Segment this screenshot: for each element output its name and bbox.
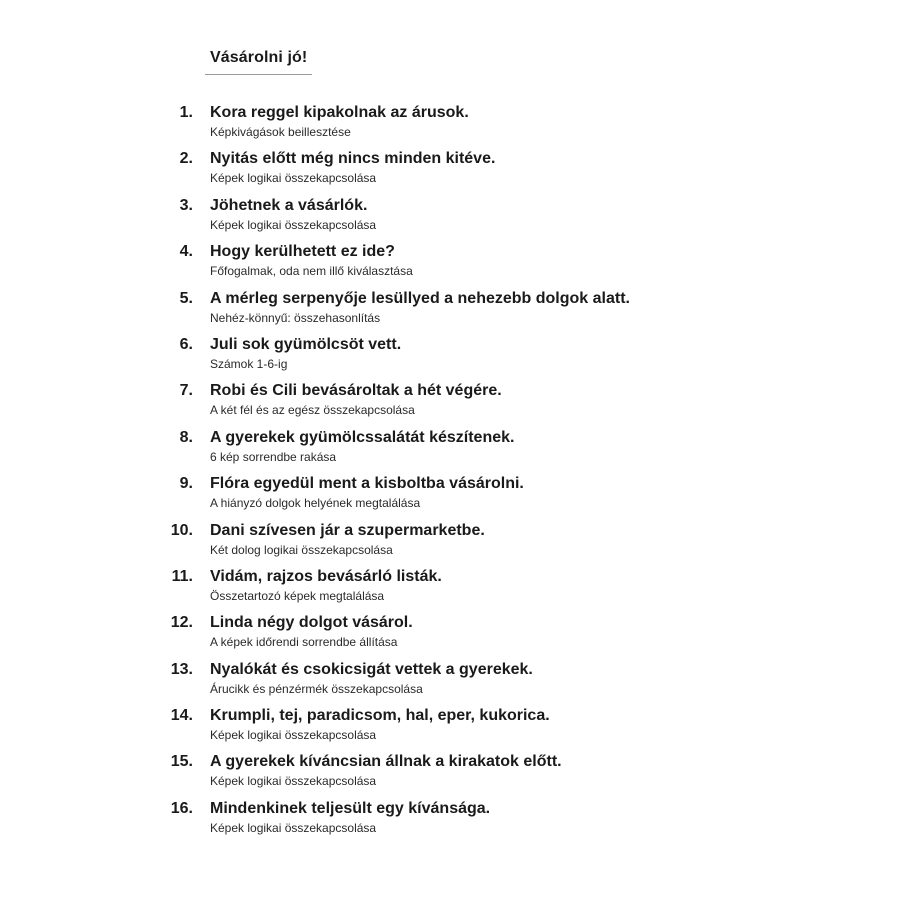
contents-list: [0, 103, 900, 845]
entry-number: 9.: [179, 475, 193, 493]
entry-number: 7.: [179, 382, 193, 400]
entry-title: Kora reggel kipakolnak az árusok.: [210, 104, 469, 121]
entry-number: 6.: [179, 335, 193, 353]
entry-title: Robi és Cili bevásároltak a hét végére.: [210, 382, 502, 400]
entry-number: 14.: [170, 707, 193, 725]
entry-title: Hogy kerülhetett ez ide?: [210, 243, 395, 261]
entry-subtitle: 6 kép sorrendbe rakása: [210, 449, 337, 464]
entry-title: Juli sok gyümölcsöt vett.: [210, 335, 402, 353]
entry-subtitle: A két fél és az egész összekapcsolása: [210, 403, 415, 418]
entry-subtitle: Képkivágások beillesztése: [210, 125, 351, 139]
list-item: [0, 103, 900, 149]
entry-number: 5.: [179, 289, 193, 307]
entry-title: Linda négy dolgot vásárol.: [210, 614, 413, 632]
entry-title: Mindenkinek teljesült egy kívánsága.: [210, 799, 491, 817]
entry-number: 11.: [171, 567, 193, 585]
entry-subtitle: Képek logikai összekapcsolása: [210, 774, 377, 789]
entry-title: Krumpli, tej, paradicsom, hal, eper, kukorica.: [210, 707, 550, 725]
list-item: [0, 289, 900, 335]
entry-number: 13.: [170, 660, 193, 678]
list-item: [0, 242, 900, 288]
entry-title: Vidám, rajzos bevásárló listák.: [210, 567, 442, 585]
page-title: Vásárolni jó!: [210, 49, 308, 66]
list-item: [0, 613, 900, 659]
entry-title: A gyerekek kíváncsian állnak a kirakatok előtt.: [210, 753, 562, 771]
list-item: [0, 567, 900, 613]
title-underline: [205, 74, 312, 75]
entry-subtitle: A képek időrendi sorrendbe állítása: [210, 635, 398, 650]
entry-number: 8.: [179, 428, 193, 446]
entry-title: Nyitás előtt még nincs minden kitéve.: [210, 150, 496, 168]
entry-subtitle: Képek logikai összekapcsolása: [210, 728, 377, 743]
entry-number: 10.: [170, 521, 193, 539]
entry-title: Dani szívesen jár a szupermarketbe.: [210, 521, 485, 539]
entry-number: 1.: [179, 104, 193, 121]
entry-subtitle: Főfogalmak, oda nem illő kiválasztása: [210, 264, 413, 279]
list-item: [0, 149, 900, 195]
entry-subtitle: Számok 1-6-ig: [210, 356, 288, 371]
entry-subtitle: Nehéz-könnyű: összehasonlítás: [210, 310, 381, 325]
entry-title: Jöhetnek a vásárlók.: [210, 196, 368, 214]
list-item: [0, 752, 900, 798]
list-item: [0, 196, 900, 242]
entry-subtitle: Képek logikai összekapcsolása: [210, 217, 377, 232]
entry-subtitle: Összetartozó képek megtalálása: [210, 588, 385, 603]
list-item: [0, 706, 900, 752]
entry-subtitle: Árucikk és pénzérmék összekapcsolása: [210, 681, 423, 696]
list-item: [0, 474, 900, 520]
entry-subtitle: Két dolog logikai összekapcsolása: [210, 542, 393, 557]
entry-number: 3.: [179, 196, 193, 214]
list-item: [0, 335, 900, 381]
entry-subtitle: Képek logikai összekapcsolása: [210, 171, 377, 186]
entry-number: 12.: [170, 614, 193, 632]
entry-number: 15.: [170, 753, 193, 771]
entry-number: 4.: [179, 243, 193, 261]
entry-number: 16.: [170, 799, 193, 817]
list-item: [0, 381, 900, 427]
entry-title: A gyerekek gyümölcssalátát készítenek.: [210, 428, 515, 446]
entry-number: 2.: [179, 150, 193, 168]
entry-subtitle: A hiányzó dolgok helyének megtalálása: [210, 496, 421, 511]
entry-title: A mérleg serpenyője lesüllyed a nehezebb dolgok alatt.: [210, 289, 630, 307]
entry-subtitle: Képek logikai összekapcsolása: [210, 820, 377, 835]
list-item: [0, 799, 900, 845]
list-item: [0, 521, 900, 567]
list-item: [0, 428, 900, 474]
entry-title: Flóra egyedül ment a kisboltba vásárolni.: [210, 475, 524, 493]
list-item: [0, 660, 900, 706]
entry-title: Nyalókát és csokicsigát vettek a gyerekek.: [210, 660, 533, 678]
